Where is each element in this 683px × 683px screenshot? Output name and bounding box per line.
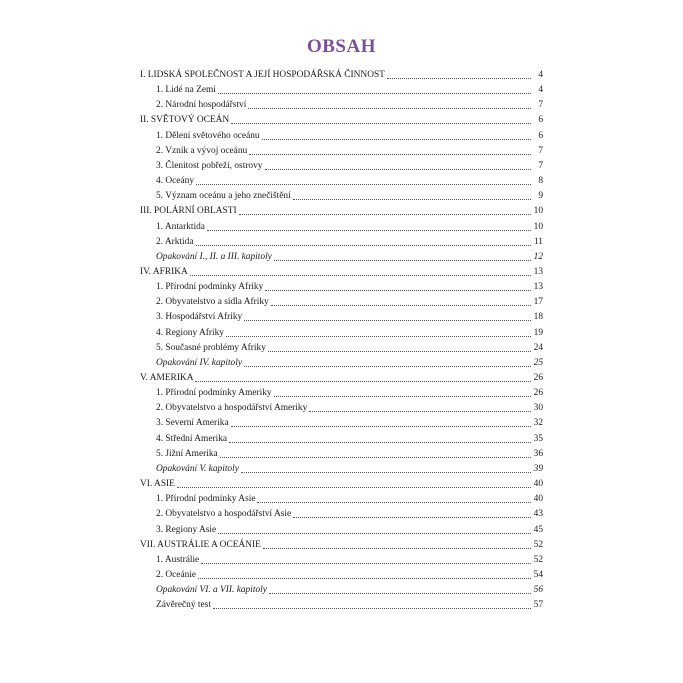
toc-dot-leader [218,532,531,534]
toc-entry-label: 3. Členitost pobřeží, ostrovy [156,160,263,171]
toc-entry-page: 10 [533,221,543,232]
toc-entry-label: 1. Přírodní podmínky Afriky [156,282,264,293]
toc-entry-page: 7 [538,100,543,111]
toc-section-entry [156,96,543,111]
toc-section-entry [156,278,543,293]
toc-entry-page: 43 [533,509,543,520]
toc-entry-page: 13 [533,282,543,293]
toc-dot-leader [309,410,531,412]
toc-section-entry [156,445,543,460]
toc-dot-leader [213,607,531,609]
toc-entry-label: V. AMERIKA [140,373,194,383]
toc-review-entry [156,581,543,596]
toc-dot-leader [241,471,531,473]
toc-entry-page: 36 [533,448,543,459]
toc-entry-page: 35 [533,433,543,444]
toc-chapter-entry [140,475,543,490]
toc-entry-page: 30 [533,403,543,414]
toc-entry-page: 19 [533,327,543,338]
toc-section-entry [156,308,543,323]
toc-entry-label: Opakování I., II. a III. kapitoly [156,251,272,262]
toc-entry-label: 3. Hospodářství Afriky [156,312,243,323]
toc-dot-leader [201,562,531,564]
toc-dot-leader [249,153,531,155]
toc-dot-leader [293,198,531,200]
toc-entry-label: 2. Vznik a vývoj oceánu [156,145,248,156]
toc-dot-leader [226,335,531,337]
toc-entry-page: 17 [533,297,543,308]
toc-review-entry [156,248,543,263]
toc-entry-label: 4. Oceány [156,176,195,187]
toc-entry-label: 5. Jižní Amerika [156,448,218,459]
toc-entry-label: 1. Přírodní podmínky Asie [156,494,256,505]
toc-entry-page: 57 [533,600,543,611]
toc-entry-page: 52 [533,539,543,550]
toc-section-entry [156,127,543,142]
toc-entry-label: I. LIDSKÁ SPOLEČNOST A JEJÍ HOSPODÁŘSKÁ ČINNOST [140,70,385,80]
toc-entry-page: 39 [533,463,543,474]
toc-dot-leader [195,380,531,382]
toc-entry-page: 12 [533,251,543,262]
toc-entry-label: III. POLÁRNÍ OBLASTI [140,206,237,217]
toc-chapter-entry [140,66,543,81]
toc-dot-leader [239,213,531,215]
toc-dot-leader [198,577,531,579]
toc-entry-label: 4. Střední Amerika [156,433,228,444]
toc-chapter-entry [140,536,543,551]
toc-section-entry [156,142,543,157]
toc-section-entry [156,157,543,172]
toc-entry-label: VI. ASIE [140,479,175,490]
toc-entry-label: 1. Austrálie [156,554,200,565]
toc-entry-label: 4. Regiony Afriky [156,327,224,338]
toc-dot-leader [274,395,531,397]
toc-entry-label: Opakování V. kapitoly [156,463,239,474]
toc-dot-leader [196,183,531,185]
toc-entry-label: 1. Dělení světového oceánu [156,130,260,141]
toc-dot-leader [257,501,531,503]
toc-dot-leader [244,319,531,321]
toc-entry-label: 2. Obyvatelstvo a sídla Afriky [156,297,269,308]
toc-section-entry [156,566,543,581]
toc-entry-page: 40 [533,479,543,490]
toc-entry-label: 5. Současné problémy Afriky [156,342,266,353]
toc-review-entry [156,354,543,369]
toc-entry-label: 2. Oceánie [156,569,197,580]
toc-dot-leader [265,168,532,170]
toc-dot-leader [207,229,531,231]
toc-section-entry [156,339,543,354]
toc-entry-page: 8 [538,176,543,187]
toc-dot-leader [231,122,531,124]
toc-entry-label: Závěrečný test [156,600,211,611]
toc-section-entry [156,187,543,202]
toc-entry-page: 9 [538,191,543,202]
toc-dot-leader [177,486,531,488]
toc-dot-leader [231,425,531,427]
toc-entry-label: 1. Přírodní podmínky Ameriky [156,388,272,399]
toc-entry-page: 32 [533,418,543,429]
toc-entry-page: 11 [533,236,543,247]
toc-entry-label: 2. Obyvatelstvo a hospodářství Ameriky [156,403,308,414]
toc-dot-leader [190,274,531,276]
toc-section-entry [156,218,543,233]
toc-entry-label: 2. Obyvatelstvo a hospodářství Asie [156,509,292,520]
toc-dot-leader [229,441,531,443]
toc-dot-leader [244,365,531,367]
toc-dot-leader [248,107,531,109]
toc-entry-page: 26 [533,388,543,399]
toc-entry-page: 7 [538,145,543,156]
toc-dot-leader [265,289,531,291]
toc-entry-label: IV. AFRIKA [140,266,188,277]
toc-review-entry [156,460,543,475]
toc-section-entry [156,81,543,96]
toc-section-entry [156,430,543,445]
toc-entry-label: 3. Severní Amerika [156,418,229,429]
toc-entry-label: Opakování IV. kapitoly [156,357,243,368]
toc-entry-page: 25 [533,357,543,368]
toc-section-entry [156,399,543,414]
toc-chapter-entry [140,263,543,278]
toc-section-entry [156,324,543,339]
toc-dot-leader [263,547,531,549]
toc-entry-page: 26 [533,373,543,383]
toc-section-entry [156,596,543,611]
toc-dot-leader [293,516,531,518]
toc-entry-label: VII. AUSTRÁLIE A OCEÁNIE [140,539,261,550]
toc-section-entry [156,293,543,308]
toc-entry-page: 40 [533,494,543,505]
toc-entry-page: 6 [538,115,543,126]
toc-entry-label: 2. Národní hospodářství [156,100,247,111]
toc-dot-leader [269,592,531,594]
toc-entry-page: 52 [533,554,543,565]
toc-entry-label: Opakování VI. a VII. kapitoly [156,585,267,596]
toc-section-entry [156,505,543,520]
toc-dot-leader [220,456,531,458]
toc-section-entry [156,551,543,566]
toc-entry-label: 1. Antarktida [156,221,205,232]
toc-dot-leader [218,92,531,94]
toc-dot-leader [196,244,532,246]
toc-entry-label: 3. Regiony Asie [156,524,217,535]
toc-dot-leader [271,304,531,306]
toc-entry-page: 10 [533,206,543,217]
toc-entry-page: 13 [533,266,543,277]
toc-entry-label: 1. Lidé na Zemi [156,85,216,96]
toc-section-entry [156,384,543,399]
toc-entry-page: 45 [533,524,543,535]
toc-entry-page: 6 [538,130,543,141]
toc-dot-leader [274,259,531,261]
toc-chapter-entry [140,111,543,126]
toc-section-entry [156,521,543,536]
toc-entry-page: 4 [538,70,543,80]
toc-dot-leader [387,77,531,79]
toc-entry-page: 4 [538,85,543,96]
toc-chapter-entry [140,369,543,384]
toc-section-entry [156,414,543,429]
toc-section-entry [156,233,543,248]
toc-entry-page: 54 [533,569,543,580]
toc-entry-label: 5. Význam oceánu a jeho znečištění [156,191,291,202]
page-title: OBSAH [306,36,377,57]
toc-entry-label: 2. Arktida [156,236,194,247]
toc-entry-page: 7 [538,160,543,171]
toc-entry-page: 18 [533,312,543,323]
toc-entry-page: 24 [533,342,543,353]
toc-dot-leader [262,138,531,140]
toc-chapter-entry [140,202,543,217]
toc-section-entry [156,172,543,187]
toc-dot-leader [268,350,531,352]
toc-entry-page: 56 [533,585,543,596]
toc-section-entry [156,490,543,505]
toc-entry-label: II. SVĚTOVÝ OCEÁN [140,115,230,126]
